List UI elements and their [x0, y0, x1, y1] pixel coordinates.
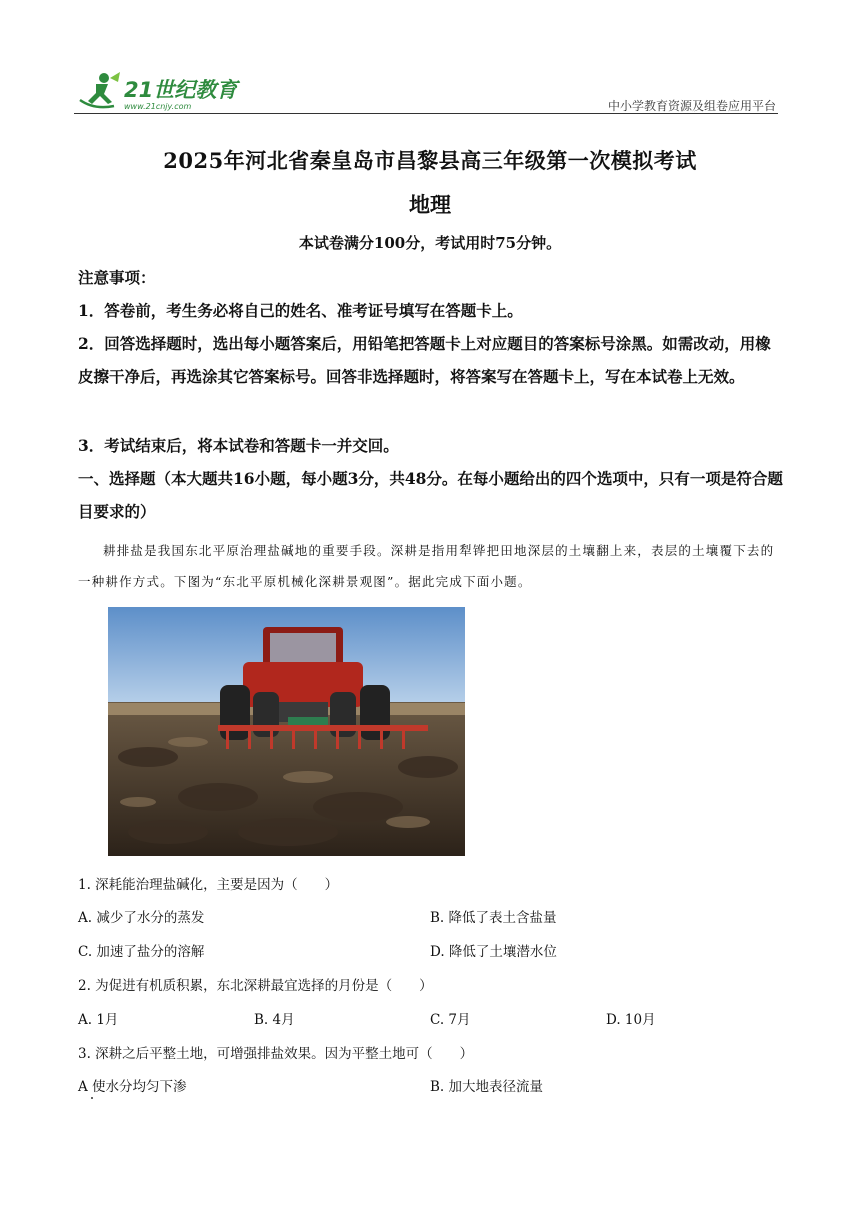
- svg-text:21世纪教育: 21世纪教育: [124, 78, 238, 102]
- question-2-option-d: D. 10月: [606, 1012, 656, 1028]
- question-3-stem: 3. 深耕之后平整土地，可增强排盐效果。因为平整土地可（ ）: [78, 1046, 474, 1062]
- question-2-stem: 2. 为促进有机质积累，东北深耕最宜选择的月份是（ ）: [78, 978, 433, 994]
- question-3-option-b: B. 加大地表径流量: [430, 1079, 544, 1095]
- svg-text:www.21cnjy.com: www.21cnjy.com: [124, 102, 192, 111]
- runner-logo-icon: [74, 70, 244, 112]
- header-platform-text: 中小学教育资源及组卷应用平台: [607, 99, 776, 113]
- question-2-option-b: B. 4月: [254, 1012, 295, 1028]
- note-item: 3．考试结束后，将本试卷和答题卡一并交回。: [78, 436, 399, 455]
- question-3-option-a: A 使水分均匀下渗: [78, 1079, 187, 1095]
- question-2-option-c: C. 7月: [430, 1012, 471, 1028]
- question-1-option-d: D. 降低了土壤潜水位: [430, 944, 557, 960]
- question-1-option-b: B. 降低了表土含盐量: [430, 910, 557, 926]
- reading-passage: 耕排盐是我国东北平原治理盐碱地的重要手段。深耕是指用犁铧把田地深层的土壤翻上来，表层的土壤覆下去的一种耕作方式。下图为“东北平原机械化深耕景观图”。据此完成下面小题。: [78, 543, 775, 589]
- question-1-option-c: C. 加速了盐分的溶解: [78, 944, 205, 960]
- logo: [74, 70, 244, 110]
- note-item: 1．答卷前，考生务必将自己的姓名、准考证号填写在答题卡上。: [78, 301, 523, 320]
- stray-dot: [91, 1097, 93, 1099]
- question-2-option-a: A. 1月: [78, 1012, 119, 1028]
- subject-title: 地理: [409, 192, 451, 217]
- section-heading: 一、选择题（本大题共16小题，每小题3分，共48分。在每小题给出的四个选项中，只有一项是符合题目要求的）: [78, 469, 783, 521]
- header-divider: [74, 113, 778, 114]
- notes-heading: 注意事项：: [78, 268, 156, 287]
- exam-title: 2025年河北省秦皇岛市昌黎县高三年级第一次模拟考试: [163, 148, 697, 173]
- question-1-stem: 1. 深耗能治理盐碱化，主要是因为（ ）: [78, 877, 339, 893]
- exam-info: 本试卷满分100分，考试用时75分钟。: [298, 234, 562, 252]
- note-item: 2．回答选择题时，选出每小题答案后，用铅笔把答题卡上对应题目的答案标号涂黑。如需改动，用橡皮擦干净后，再选涂其它答案标号。回答非选择题时，将答案写在答题卡上，写在本试卷上无效。: [78, 334, 771, 386]
- question-1-option-a: A. 减少了水分的蒸发: [78, 910, 205, 926]
- tractor-photo: [108, 607, 465, 856]
